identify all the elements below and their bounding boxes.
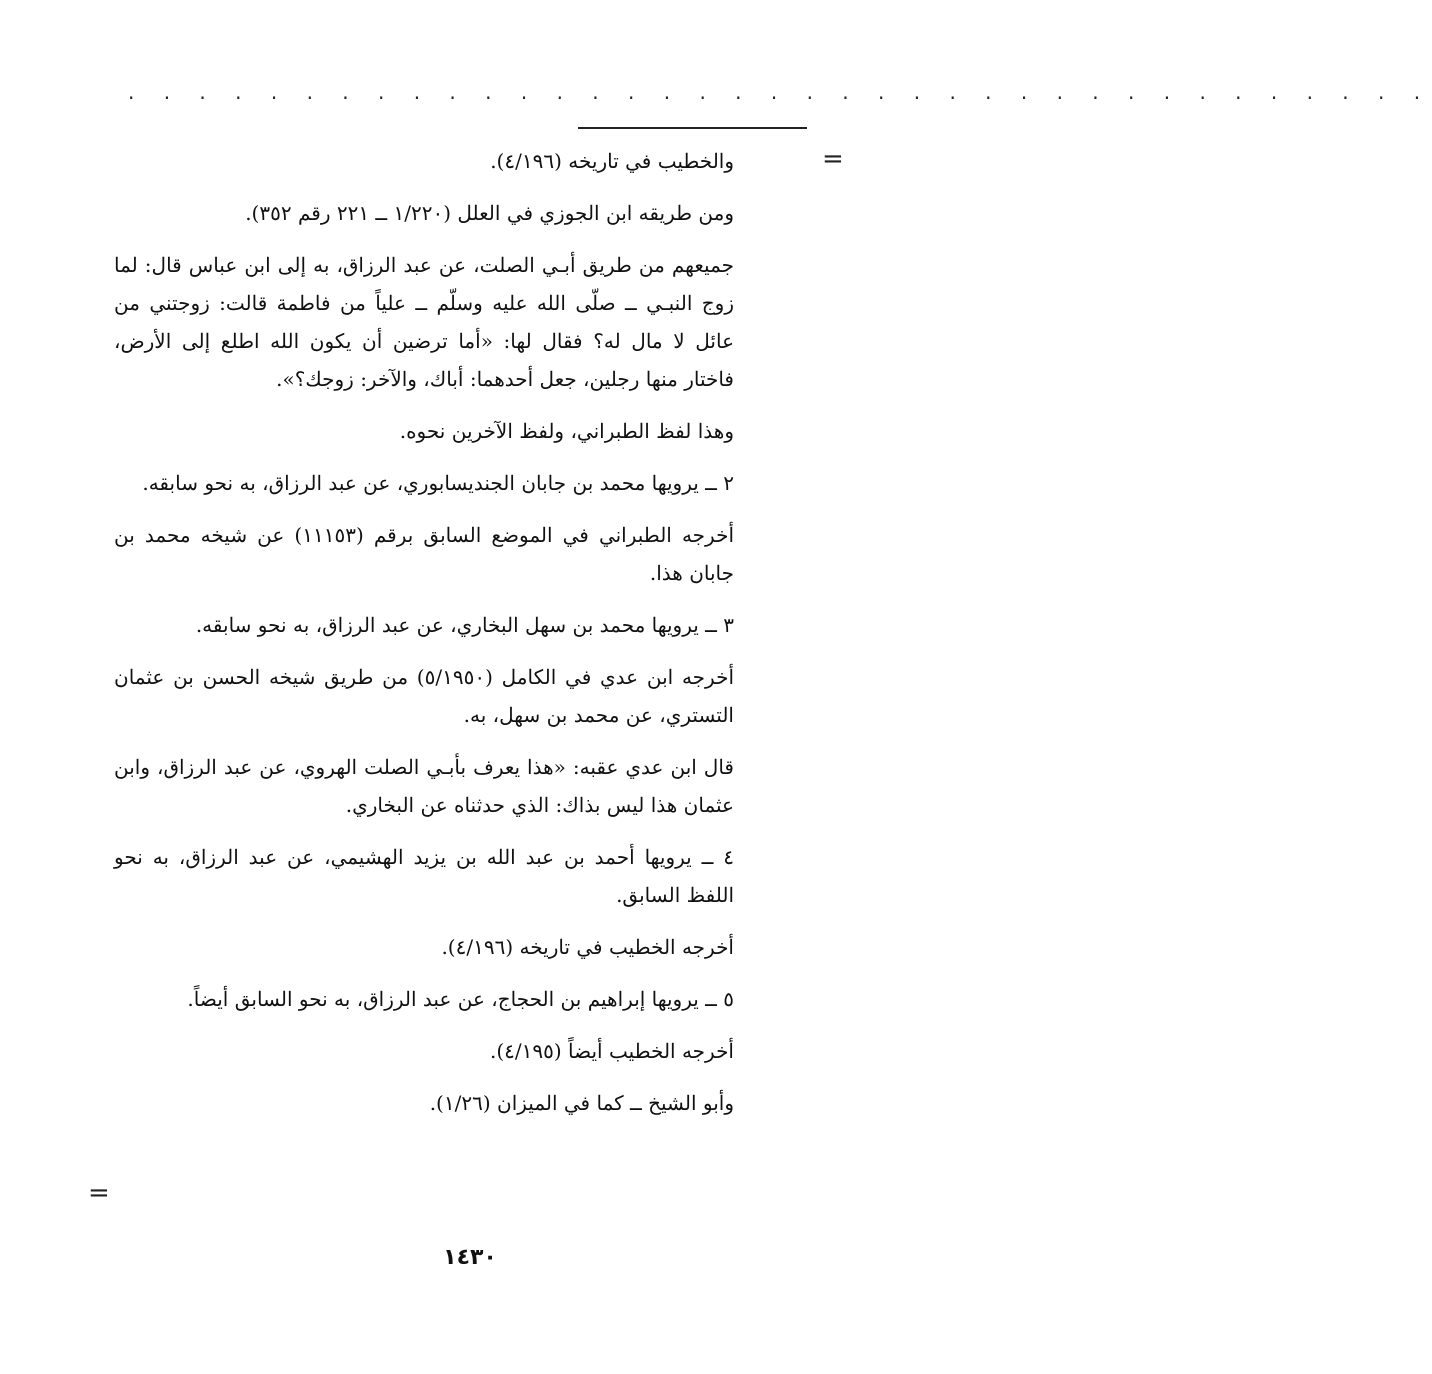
separator-dots: . . . . . . . . . . . . . . . . . . . . . . . . . . . . . . . . . . . . . [128, 80, 1432, 104]
paragraph: ٥ ــ يرويها إبراهيم بن الحجاج، عن عبد الرزاق، به نحو السابق أيضاً. [187, 987, 734, 1011]
footnote-text [114, 142, 734, 1136]
page-number: ١٤٣٠ [443, 1245, 497, 1270]
paragraph: أخرجه الخطيب أيضاً (٤/١٩٥). [489, 1039, 734, 1063]
continuation-mark-top: = [822, 144, 844, 174]
paragraph: ٤ ــ يرويها أحمد بن عبد الله بن يزيد الهشيمي، عن عبد الرزاق، به نحو اللفظ السابق. [114, 845, 734, 907]
paragraph: ٢ ــ يرويها محمد بن جابان الجنديسابوري، عن عبد الرزاق، به نحو سابقه. [142, 471, 734, 495]
paragraph: وهذا لفظ الطبراني، ولفظ الآخرين نحوه. [399, 419, 734, 443]
paragraph: ٣ ــ يرويها محمد بن سهل البخاري، عن عبد الرزاق، به نحو سابقه. [195, 613, 734, 637]
paragraph: جميعهم من طريق أبـي الصلت، عن عبد الرزاق، به إلى ابن عباس قال: لما زوج النبـي ــ صلّى الله عليه وسلّم ــ علياً من فاطمة قالت: زوجتني من عائل لا مال له؟ فقال لها: «أما ترضين أن يكون الله اطلع إلى الأرض، فاختار منها رجلين، جعل أحدهما: أباك، والآخر: زوجك؟». [114, 253, 734, 391]
paragraph: وأبو الشيخ ــ كما في الميزان (١/٢٦). [429, 1091, 734, 1115]
paragraph: والخطيب في تاريخه (٤/١٩٦). [490, 149, 734, 173]
paragraph: أخرجه ابن عدي في الكامل (٥/١٩٥٠) من طريق شيخه الحسن بن عثمان التستري، عن محمد بن سهل، به. [114, 665, 734, 727]
footnote-rule [578, 127, 807, 129]
continuation-mark-bottom: = [88, 1178, 110, 1208]
paragraph: أخرجه الطبراني في الموضع السابق برقم (١١١٥٣) عن شيخه محمد بن جابان هذا. [114, 523, 734, 585]
paragraph: ومن طريقه ابن الجوزي في العلل (١/٢٢٠ ــ ٢٢١ رقم ٣٥٢). [245, 201, 734, 225]
paragraph: قال ابن عدي عقبه: «هذا يعرف بأبـي الصلت الهروي، عن عبد الرزاق، وابن عثمان هذا ليس بذاك: الذي حدثناه عن البخاري. [114, 755, 734, 817]
paragraph: أخرجه الخطيب في تاريخه (٤/١٩٦). [441, 935, 734, 959]
